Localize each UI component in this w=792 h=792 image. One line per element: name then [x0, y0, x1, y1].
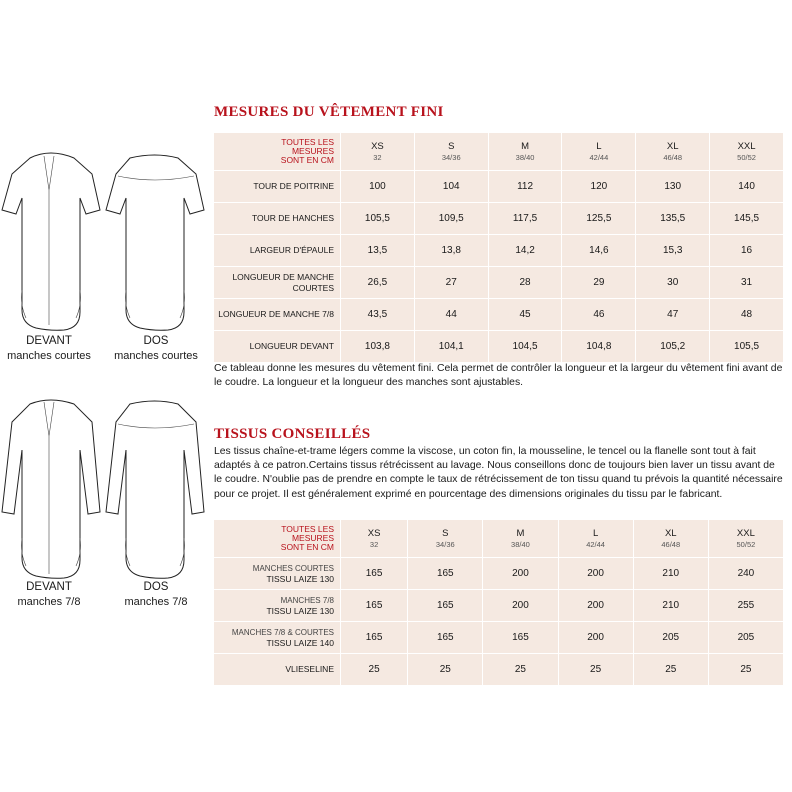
caption-view: DOS	[143, 581, 169, 593]
cell-value: 130	[636, 171, 710, 203]
row-label: LARGEUR D'ÉPAULE	[214, 235, 341, 267]
table-header-row	[214, 133, 784, 171]
caption-view: DEVANT	[26, 581, 72, 593]
caption-variant: manches courtes	[114, 350, 198, 362]
table-row	[214, 203, 784, 235]
row-label: VLIESELINE	[214, 654, 341, 686]
cell-value: 165	[341, 590, 408, 622]
row-label: LONGUEUR DE MANCHE 7/8	[214, 299, 341, 331]
cell-value: 205	[634, 622, 709, 654]
size-header: S 34/36	[408, 520, 483, 558]
cell-value: 105,2	[636, 331, 710, 363]
garment-illustrations	[0, 140, 210, 640]
cell-value: 25	[408, 654, 483, 686]
dress-back-short-sleeves-drawing	[106, 155, 204, 330]
row-label: MANCHES 7/8 TISSU LAIZE 130	[214, 590, 341, 622]
cell-value: 14,2	[489, 235, 563, 267]
cell-value: 48	[710, 299, 784, 331]
size-header: XXL 50/52	[709, 520, 784, 558]
cell-value: 255	[709, 590, 784, 622]
cell-value: 200	[559, 622, 634, 654]
cell-value: 140	[710, 171, 784, 203]
size-header: L 42/44	[562, 133, 636, 171]
units-label: TOUTES LES MESURES SONT EN CM	[214, 520, 341, 558]
cell-value: 28	[489, 267, 563, 299]
cell-value: 14,6	[562, 235, 636, 267]
cell-value: 25	[341, 654, 408, 686]
cell-value: 46	[562, 299, 636, 331]
row-label: TOUR DE POITRINE	[214, 171, 341, 203]
cell-value: 210	[634, 590, 709, 622]
table-row	[214, 590, 784, 622]
cell-value: 117,5	[489, 203, 563, 235]
cell-value: 13,5	[341, 235, 415, 267]
caption-view: DEVANT	[26, 335, 72, 347]
caption-back-short	[106, 334, 206, 364]
table-row	[214, 331, 784, 363]
cell-value: 13,8	[415, 235, 489, 267]
cell-value: 27	[415, 267, 489, 299]
caption-view: DOS	[143, 335, 169, 347]
row-label: LONGUEUR DE MANCHE COURTES	[214, 267, 341, 299]
cell-value: 25	[483, 654, 558, 686]
cell-value: 100	[341, 171, 415, 203]
caption-variant: manches courtes	[7, 350, 91, 362]
cell-value: 104,1	[415, 331, 489, 363]
caption-back-78	[106, 580, 206, 610]
cell-value: 26,5	[341, 267, 415, 299]
cell-value: 16	[710, 235, 784, 267]
table-row	[214, 267, 784, 299]
row-label: MANCHES 7/8 & COURTES TISSU LAIZE 140	[214, 622, 341, 654]
cell-value: 112	[489, 171, 563, 203]
size-header: XS 32	[341, 520, 408, 558]
cell-value: 165	[483, 622, 558, 654]
cell-value: 30	[636, 267, 710, 299]
measurements-note: Ce tableau donne les mesures du vêtement fini. Cela permet de contrôler la longueur et la largeur du vêtement fini avant de le coudre. La longueur et la longueur des manches sont ajustables.	[214, 363, 783, 389]
table-header-row	[214, 520, 784, 558]
row-label: TOUR DE HANCHES	[214, 203, 341, 235]
caption-front-short	[0, 334, 98, 364]
fabric-recommendation-text: Les tissus chaîne-et-trame légers comme la viscose, un coton fin, la mousseline, le tencel ou la flanelle sont tout à fait adaptés à ce patron.Certains tissus rétrécissent au lavage. Nous conseillons donc de toujours bien laver un tissu avant de le coudre. N'oublie pas de prendre en compte le taux de rétrécissement de ton tissu quand tu prévois la quantité nécessaire pour ce projet. Il est généralement exprimé en pourcentage des dimensions originales du tissu par le fabricant.	[214, 446, 783, 500]
cell-value: 105,5	[341, 203, 415, 235]
size-header: S 34/36	[415, 133, 489, 171]
size-header: XXL 50/52	[710, 133, 784, 171]
fabric-quantity-table	[214, 520, 784, 686]
cell-value: 240	[709, 558, 784, 590]
size-header: XL 46/48	[636, 133, 710, 171]
cell-value: 200	[483, 558, 558, 590]
dress-back-78-sleeves-drawing	[106, 401, 204, 578]
units-label: TOUTES LES MESURES SONT EN CM	[214, 133, 341, 171]
cell-value: 165	[408, 590, 483, 622]
cell-value: 25	[709, 654, 784, 686]
caption-variant: manches 7/8	[17, 596, 81, 608]
cell-value: 145,5	[710, 203, 784, 235]
cell-value: 165	[408, 622, 483, 654]
row-label: LONGUEUR DEVANT	[214, 331, 341, 363]
size-header: L 42/44	[559, 520, 634, 558]
table-row	[214, 622, 784, 654]
cell-value: 165	[341, 558, 408, 590]
cell-value: 103,8	[341, 331, 415, 363]
finished-measurements-table	[214, 133, 784, 363]
cell-value: 125,5	[562, 203, 636, 235]
dress-front-78-sleeves-drawing	[2, 400, 100, 578]
size-header: XL 46/48	[634, 520, 709, 558]
cell-value: 45	[489, 299, 563, 331]
cell-value: 31	[710, 267, 784, 299]
cell-value: 104	[415, 171, 489, 203]
size-header: M 38/40	[489, 133, 563, 171]
table-row	[214, 558, 784, 590]
table-row	[214, 654, 784, 686]
row-label: MANCHES COURTES TISSU LAIZE 130	[214, 558, 341, 590]
cell-value: 200	[483, 590, 558, 622]
cell-value: 105,5	[710, 331, 784, 363]
cell-value: 200	[559, 590, 634, 622]
size-header: XS 32	[341, 133, 415, 171]
caption-front-78	[0, 580, 98, 610]
cell-value: 205	[709, 622, 784, 654]
cell-value: 165	[408, 558, 483, 590]
cell-value: 44	[415, 299, 489, 331]
cell-value: 47	[636, 299, 710, 331]
dress-front-short-sleeves-drawing	[2, 153, 100, 330]
cell-value: 29	[562, 267, 636, 299]
cell-value: 165	[341, 622, 408, 654]
cell-value: 25	[559, 654, 634, 686]
cell-value: 104,5	[489, 331, 563, 363]
cell-value: 43,5	[341, 299, 415, 331]
cell-value: 25	[634, 654, 709, 686]
table-row	[214, 299, 784, 331]
cell-value: 210	[634, 558, 709, 590]
finished-measurements-title: MESURES DU VÊTEMENT FINI	[214, 104, 444, 120]
cell-value: 135,5	[636, 203, 710, 235]
table-row	[214, 171, 784, 203]
cell-value: 200	[559, 558, 634, 590]
table-row	[214, 235, 784, 267]
cell-value: 104,8	[562, 331, 636, 363]
recommended-fabrics-title: TISSUS CONSEILLÉS	[214, 426, 371, 442]
cell-value: 120	[562, 171, 636, 203]
cell-value: 15,3	[636, 235, 710, 267]
size-header: M 38/40	[483, 520, 558, 558]
cell-value: 109,5	[415, 203, 489, 235]
caption-variant: manches 7/8	[124, 596, 188, 608]
